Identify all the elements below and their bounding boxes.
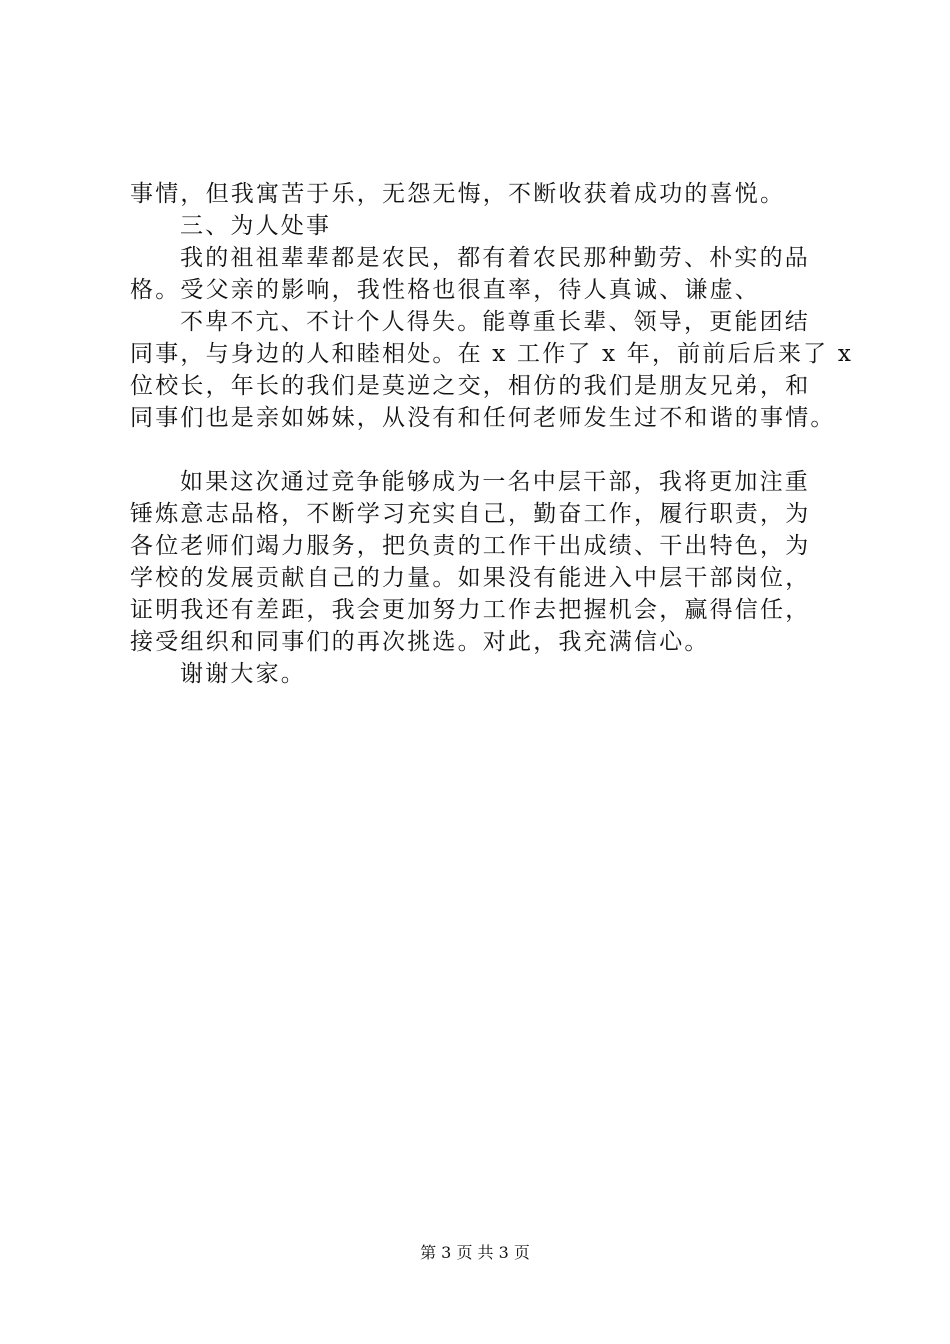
text-line: 如果这次通过竞争能够成为一名中层干部，我将更加注重 — [180, 469, 810, 495]
text-line: 同事们也是亲如姊妹，从没有和任何老师发生过不和谐的事情。 — [130, 405, 836, 431]
text-line: 同事，与身边的人和睦相处。在 x 工作了 x 年，前前后后来了 x — [130, 341, 854, 367]
text-line: 我的祖祖辈辈都是农民，都有着农民那种勤劳、朴实的品 — [180, 245, 810, 271]
text-line: 不卑不亢、不计个人得失。能尊重长辈、领导，更能团结 — [180, 309, 810, 335]
text-line: 事情，但我寓苦于乐，无怨无悔，不断收获着成功的喜悦。 — [130, 181, 786, 207]
text-line: 学校的发展贡献自己的力量。如果没有能进入中层干部岗位， — [130, 565, 811, 591]
section-heading: 三、为人处事 — [180, 213, 332, 239]
text-line: 接受组织和同事们的再次挑选。对此，我充满信心。 — [130, 629, 710, 655]
text-line: 证明我还有差距，我会更加努力工作去把握机会，赢得信任， — [130, 597, 811, 623]
text-line: 各位老师们竭力服务，把负责的工作干出成绩、干出特色，为 — [130, 533, 811, 559]
text-line: 锤炼意志品格，不断学习充实自己，勤奋工作，履行职责，为 — [130, 501, 811, 527]
page-number-footer: 第 3 页 共 3 页 — [420, 1243, 530, 1262]
text-line: 位校长，年长的我们是莫逆之交，相仿的我们是朋友兄弟，和 — [130, 373, 811, 399]
text-line: 格。受父亲的影响，我性格也很直率，待人真诚、谦虚、 — [130, 277, 760, 303]
closing-line: 谢谢大家。 — [180, 661, 306, 687]
